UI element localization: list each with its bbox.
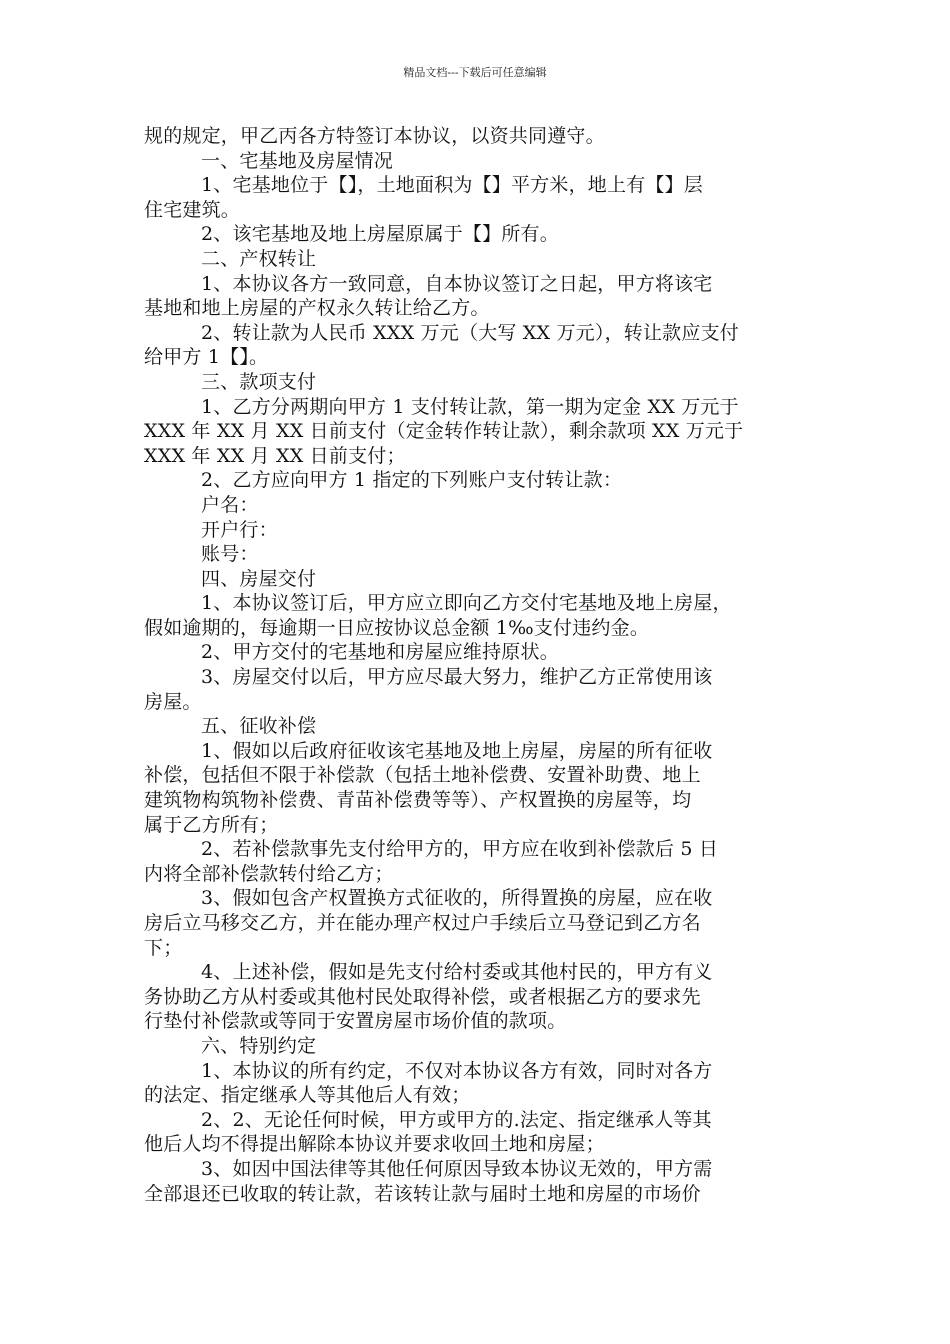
text-line: 给甲方 1【】。 <box>144 346 269 369</box>
text-line: 户名： <box>201 493 259 516</box>
text-line: 2、该宅基地及地上房屋原属于【】所有。 <box>201 223 559 246</box>
text-line: 补偿，包括但不限于补偿款（包括土地补偿费、安置补助费、地上 <box>144 764 701 787</box>
text-line: 六、特别约定 <box>201 1034 317 1057</box>
document-body <box>144 124 808 1206</box>
text-line: 属于乙方所有； <box>144 813 279 836</box>
text-line: 建筑物构筑物补偿费、青苗补偿费等等）、产权置换的房屋等，均 <box>144 789 692 812</box>
text-line: 2、甲方交付的宅基地和房屋应维持原状。 <box>201 641 559 664</box>
text-line: 2、转让款为人民币 XXX 万元（大写 XX 万元），转让款应支付 <box>201 321 739 344</box>
text-line: 三、款项支付 <box>201 370 317 393</box>
text-line: 假如逾期的，每逾期一日应按协议总金额 1‰支付违约金。 <box>144 616 650 639</box>
text-line: 开户行： <box>201 518 278 541</box>
text-line: 一、宅基地及房屋情况 <box>201 149 394 172</box>
text-line: 务协助乙方从村委或其他村民处取得补偿，或者根据乙方的要求先 <box>144 985 701 1008</box>
text-line: 3、如因中国法律等其他任何原因导致本协议无效的，甲方需 <box>201 1157 713 1180</box>
text-line: 全部退还已收取的转让款，若该转让款与届时土地和房屋的市场价 <box>144 1182 701 1205</box>
text-line: 1、本协议的所有约定，不仅对本协议各方有效，同时对各方 <box>201 1059 713 1082</box>
text-line: 基地和地上房屋的产权永久转让给乙方。 <box>144 297 490 320</box>
text-line: 规的规定，甲乙丙各方特签订本协议，以资共同遵守。 <box>144 125 605 147</box>
text-line: 2、若补偿款事先支付给甲方的，甲方应在收到补偿款后 5 日 <box>201 838 719 861</box>
text-line: 3、房屋交付以后，甲方应尽最大努力，维护乙方正常使用该 <box>201 666 713 689</box>
page-header: 精品文档---下载后可任意编辑 <box>403 66 547 79</box>
text-line: 账号： <box>201 543 259 566</box>
text-line: 下； <box>144 936 183 959</box>
text-line: 内将全部补偿款转付给乙方； <box>144 862 394 885</box>
text-line: 1、宅基地位于【】，土地面积为【】平方米，地上有【】层 <box>201 174 703 197</box>
text-line: 住宅建筑。 <box>144 198 241 221</box>
text-line: 行垫付补偿款或等同于安置房屋市场价值的款项。 <box>144 1010 567 1033</box>
text-line: 4、上述补偿，假如是先支付给村委或其他村民的，甲方有义 <box>201 961 713 984</box>
text-line: 房屋。 <box>144 690 202 713</box>
text-line: XXX 年 XX 月 XX 日前支付（定金转作转让款），剩余款项 XX 万元于 <box>144 420 744 443</box>
text-line: 1、乙方分两期向甲方 1 支付转让款，第一期为定金 XX 万元于 <box>201 395 739 418</box>
text-line: 1、本协议各方一致同意，自本协议签订之日起，甲方将该宅 <box>201 272 713 295</box>
text-line: 2、2、无论任何时候，甲方或甲方的.法定、指定继承人等其 <box>201 1108 712 1131</box>
text-line: 五、征收补偿 <box>201 715 317 738</box>
text-line: 他后人均不得提出解除本协议并要求收回土地和房屋； <box>144 1133 605 1156</box>
text-line: 3、假如包含产权置换方式征收的，所得置换的房屋，应在收 <box>201 887 713 910</box>
text-line: XXX 年 XX 月 XX 日前支付； <box>144 444 406 467</box>
text-line: 的法定、指定继承人等其他后人有效； <box>144 1084 471 1107</box>
text-line: 1、假如以后政府征收该宅基地及地上房屋，房屋的所有征收 <box>201 739 713 762</box>
text-line: 房后立马移交乙方，并在能办理产权过户手续后立马登记到乙方名 <box>144 912 701 934</box>
text-line: 1、本协议签订后，甲方应立即向乙方交付宅基地及地上房屋， <box>201 592 732 615</box>
text-line: 2、乙方应向甲方 1 指定的下列账户支付转让款： <box>201 469 623 492</box>
text-line: 四、房屋交付 <box>201 567 317 590</box>
text-line: 二、产权转让 <box>201 247 317 270</box>
